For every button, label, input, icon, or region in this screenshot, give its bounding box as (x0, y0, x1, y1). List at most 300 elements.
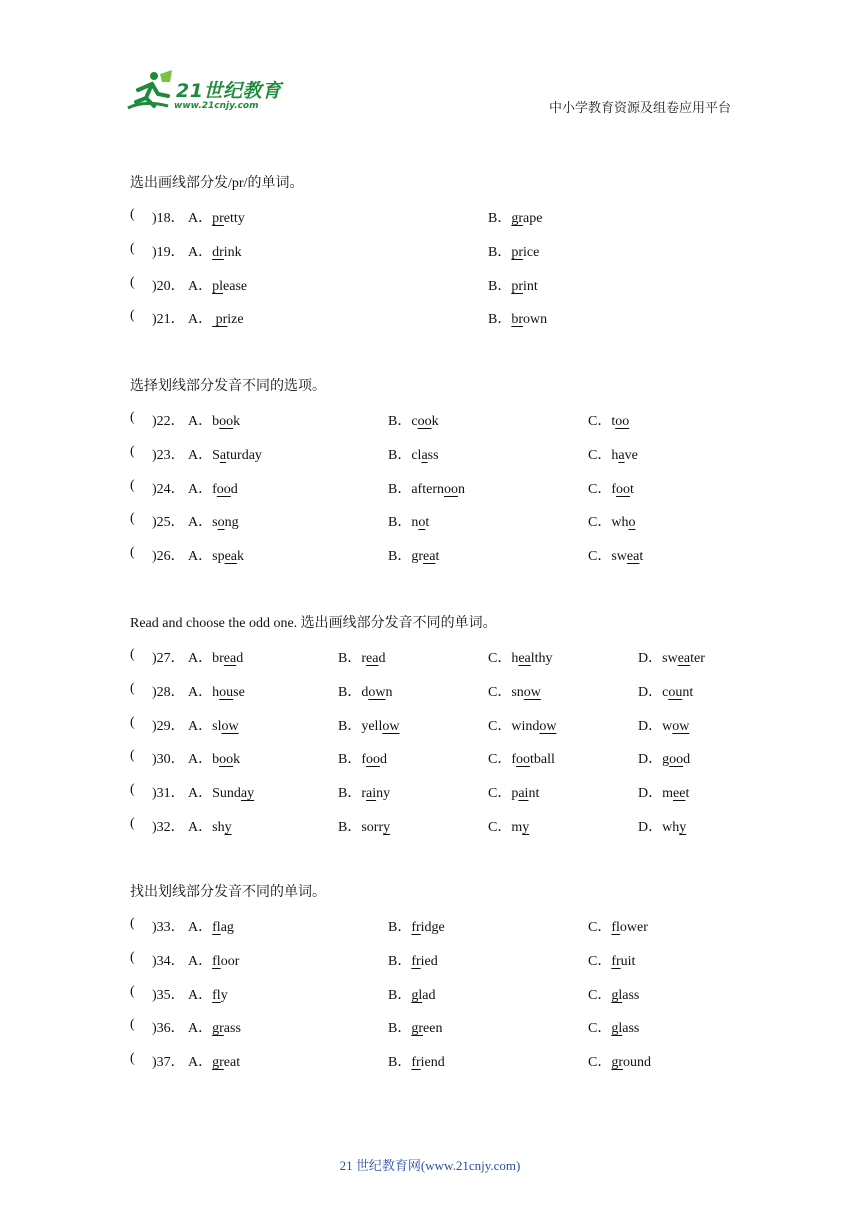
word-underlined-part: ea (518, 651, 531, 666)
word-prefix: c (411, 414, 418, 429)
word-underlined-part: pr (212, 312, 228, 328)
option-label: B． (338, 718, 362, 734)
answer-option (188, 545, 244, 565)
option-label: A． (188, 987, 213, 1003)
word-suffix: ny (376, 786, 391, 802)
answer-option (188, 1051, 240, 1071)
option-label: C． (488, 684, 512, 700)
section-title: 选择划线部分发音不同的选项。 (130, 379, 326, 394)
word-suffix: t (639, 549, 644, 565)
word-prefix: r (361, 651, 367, 666)
option-label: C． (488, 786, 512, 802)
option-label: C． (488, 820, 512, 835)
answer-blank[interactable]: ( (130, 680, 135, 696)
answer-option (338, 782, 390, 802)
option-label: C． (588, 549, 612, 565)
answer-option (638, 816, 686, 836)
word-underlined-part: ea (366, 651, 379, 666)
answer-option (188, 241, 242, 261)
option-label: B． (338, 752, 362, 768)
word-suffix: ass (622, 1021, 640, 1037)
question-row (130, 681, 750, 701)
word-prefix: t (611, 414, 616, 429)
word-underlined-part: ea (626, 549, 640, 565)
word-underlined-part: ow (368, 684, 386, 700)
answer-option (588, 545, 643, 565)
word-underlined-part: fl (212, 953, 221, 969)
word-underlined-part: ai (366, 786, 377, 802)
word-underlined-part: gr (511, 211, 524, 226)
option-label: A． (188, 244, 213, 260)
option-label: B． (488, 278, 512, 294)
word-underlined-part: oo (516, 752, 531, 768)
question-row (130, 410, 750, 430)
word-prefix: f (511, 752, 517, 768)
word-prefix: S (212, 447, 220, 463)
question-number: )22． (152, 414, 185, 429)
word-underlined-part: oo (366, 752, 381, 768)
word-underlined-part: o (217, 515, 225, 531)
question-row (130, 1017, 750, 1037)
word-underlined-part: pl (212, 278, 224, 294)
option-label: B． (388, 515, 412, 531)
word-suffix: ter (690, 651, 705, 666)
word-suffix: t (685, 786, 690, 802)
answer-blank[interactable]: ( (130, 207, 135, 222)
word-suffix: eat (223, 1055, 241, 1071)
option-label: A． (188, 447, 213, 463)
question-number: )23． (152, 447, 185, 463)
answer-option (188, 207, 245, 227)
word-prefix: c (662, 684, 669, 700)
word-underlined-part: oo (219, 752, 234, 768)
word-suffix: een (423, 1021, 443, 1037)
word-underlined-part: pr (212, 211, 224, 226)
answer-option (588, 916, 648, 936)
question-number: )33． (152, 920, 185, 935)
option-label: A． (188, 786, 213, 802)
question-row (130, 308, 750, 328)
word-underlined-part: ou (219, 684, 234, 700)
word-suffix: k (233, 752, 241, 768)
word-suffix: ower (619, 920, 648, 935)
option-label: C． (588, 1055, 612, 1071)
word-suffix: ag (220, 920, 234, 935)
word-suffix: ass (223, 1021, 241, 1037)
question-number: )24． (152, 481, 185, 497)
question-number: )32． (152, 820, 185, 835)
word-underlined-part: oo (669, 752, 684, 768)
answer-option (388, 950, 438, 970)
page-header (0, 0, 860, 140)
logo-url: www.21cnjy.com (174, 101, 259, 111)
word-underlined-part: pr (511, 278, 524, 294)
answer-blank[interactable]: ( (130, 240, 135, 256)
answer-option (388, 984, 435, 1004)
option-label: C． (588, 953, 612, 969)
question-row (130, 816, 750, 836)
option-label: A． (188, 211, 213, 226)
word-suffix: t (435, 549, 440, 565)
word-suffix: oor (220, 953, 240, 969)
word-underlined-part: ea (224, 549, 238, 565)
header-tagline: 中小学教育资源及组卷应用平台 (549, 100, 732, 115)
word-underlined-part: a (421, 447, 428, 463)
answer-option (188, 782, 254, 802)
answer-blank[interactable]: ( (130, 443, 135, 459)
word-underlined-part: ea (677, 651, 691, 666)
option-label: C． (588, 515, 612, 531)
answer-option (488, 681, 541, 701)
word-suffix: ink (223, 244, 242, 260)
question-number: )29． (152, 718, 185, 734)
answer-blank[interactable]: ( (130, 274, 135, 290)
answer-blank[interactable]: ( (130, 308, 135, 324)
word-underlined-part: fr (411, 1055, 421, 1071)
question-number: )31． (152, 786, 185, 802)
option-label: C． (588, 920, 612, 935)
word-underlined-part: oo (615, 414, 630, 429)
answer-option (188, 444, 262, 464)
answer-option (188, 916, 234, 936)
word-suffix: ss (427, 447, 439, 463)
word-prefix: f (361, 752, 367, 768)
answer-blank[interactable]: ( (130, 782, 135, 798)
word-underlined-part: y (679, 820, 687, 835)
section-title: 选出画线部分发/pr/的单词。 (130, 176, 304, 191)
word-underlined-part: gr (611, 1055, 624, 1071)
answer-option (188, 647, 243, 667)
word-prefix: f (611, 481, 617, 497)
word-prefix: sl (212, 718, 222, 734)
word-suffix: k (233, 414, 241, 429)
question-row (130, 950, 750, 970)
word-suffix: d (236, 651, 244, 666)
answer-option (388, 1017, 442, 1037)
question-number: )27． (152, 651, 185, 666)
word-prefix: br (212, 651, 224, 666)
word-prefix: yell (361, 718, 383, 734)
option-label: A． (188, 684, 213, 700)
word-underlined-part: ow (221, 718, 239, 734)
word-underlined-part: fl (611, 920, 620, 935)
option-label: A． (188, 549, 213, 565)
word-prefix: sw (662, 651, 678, 666)
answer-option (388, 545, 439, 565)
question-row (130, 916, 750, 936)
word-underlined-part: y (224, 820, 232, 835)
answer-blank[interactable]: ( (130, 748, 135, 764)
section-title: 找出划线部分发音不同的单词。 (130, 885, 326, 900)
word-underlined-part: ow (672, 718, 690, 734)
answer-blank[interactable]: ( (130, 545, 135, 561)
answer-option (488, 715, 556, 735)
answer-option (388, 1051, 445, 1071)
answer-option (638, 782, 689, 802)
question-number: )21． (152, 312, 185, 328)
answer-option (188, 681, 245, 701)
word-underlined-part: oo (216, 481, 231, 497)
word-prefix: sh (212, 820, 225, 835)
option-label: B． (338, 820, 362, 835)
option-label: B． (338, 651, 362, 666)
word-suffix: k (237, 549, 245, 565)
option-label: C． (488, 651, 512, 666)
logo-text: 21世纪教育 (176, 80, 282, 102)
option-label: A． (188, 651, 213, 666)
answer-option (188, 984, 228, 1004)
question-number: )36． (152, 1021, 185, 1037)
word-suffix: tball (530, 752, 555, 768)
option-label: B． (388, 549, 412, 565)
option-label: A． (188, 920, 213, 935)
word-underlined-part: o (418, 515, 426, 531)
word-underlined-part: oo (219, 414, 234, 429)
word-underlined-part: y (383, 820, 391, 835)
question-number: )26． (152, 549, 185, 565)
answer-blank[interactable]: ( (130, 511, 135, 527)
option-label: A． (188, 414, 213, 429)
word-underlined-part: gl (411, 987, 423, 1003)
word-underlined-part: ow (382, 718, 400, 734)
word-suffix: n (385, 684, 393, 700)
word-prefix: cl (411, 447, 422, 463)
question-number: )20． (152, 278, 185, 294)
question-row (130, 275, 750, 295)
word-suffix: lthy (530, 651, 553, 666)
word-underlined-part: gr (212, 1021, 224, 1037)
answer-option (338, 748, 387, 768)
word-underlined-part: o (628, 515, 636, 531)
word-underlined-part: ai (518, 786, 529, 802)
word-prefix: sp (212, 549, 225, 565)
word-underlined-part: gl (611, 1021, 623, 1037)
answer-option (638, 715, 689, 735)
answer-option (188, 410, 240, 430)
option-label: C． (488, 752, 512, 768)
word-underlined-part: oo (417, 414, 432, 429)
answer-option (488, 207, 542, 227)
word-prefix: h (212, 684, 220, 700)
word-prefix: f (212, 481, 217, 497)
question-number: )30． (152, 752, 185, 768)
word-prefix: sorr (361, 820, 384, 835)
word-underlined-part: dr (212, 244, 224, 260)
word-prefix: b (212, 752, 220, 768)
word-underlined-part: ow (539, 718, 557, 734)
option-label: B． (488, 211, 512, 226)
question-number: )34． (152, 953, 185, 969)
word-suffix: t (630, 481, 634, 497)
runner-logo-icon (124, 70, 176, 118)
option-label: C． (588, 447, 612, 463)
answer-option (588, 1017, 639, 1037)
question-row (130, 782, 750, 802)
answer-option (638, 681, 693, 701)
answer-option (188, 816, 232, 836)
word-suffix: y (220, 987, 228, 1003)
word-underlined-part: gr (411, 1021, 424, 1037)
answer-option (488, 275, 538, 295)
word-prefix: wh (611, 515, 629, 531)
option-label: C． (588, 987, 612, 1003)
answer-option (188, 275, 247, 295)
answer-option (388, 410, 439, 430)
word-prefix: n (411, 515, 419, 531)
answer-option (488, 308, 547, 328)
option-label: A． (188, 1021, 213, 1037)
answer-option (188, 715, 239, 735)
option-label: A． (188, 278, 213, 294)
answer-option (188, 308, 244, 328)
word-suffix: ease (223, 278, 248, 294)
answer-option (488, 647, 553, 667)
word-suffix: ound (623, 1055, 652, 1071)
word-underlined-part: ay (240, 786, 255, 802)
word-underlined-part: ee (673, 786, 686, 802)
answer-option (488, 748, 555, 768)
answer-option (588, 511, 635, 531)
option-label: A． (188, 312, 213, 328)
answer-option (638, 748, 690, 768)
answer-blank[interactable]: ( (130, 983, 135, 999)
word-prefix: h (511, 651, 519, 666)
word-underlined-part: br (511, 312, 524, 328)
answer-blank[interactable]: ( (130, 1051, 135, 1067)
section-title: Read and choose the odd one. 选出画线部分发音不同的单词。 (130, 616, 497, 631)
option-label: B． (388, 481, 412, 497)
word-suffix: ice (523, 244, 540, 260)
option-label: A． (188, 481, 213, 497)
word-underlined-part: gr (212, 1055, 224, 1071)
answer-option (188, 1017, 241, 1037)
question-number: )28． (152, 684, 185, 700)
answer-blank[interactable]: ( (130, 714, 135, 730)
word-prefix: s (212, 515, 218, 531)
answer-blank[interactable]: ( (130, 647, 135, 662)
option-label: B． (388, 414, 412, 429)
question-row (130, 647, 750, 667)
word-suffix: d (378, 651, 386, 666)
option-label: B． (388, 920, 412, 935)
answer-option (488, 782, 539, 802)
question-row (130, 984, 750, 1004)
answer-option (588, 478, 634, 498)
word-suffix: n (458, 481, 465, 497)
answer-option (488, 816, 529, 836)
word-suffix: ied (420, 953, 438, 969)
word-suffix: own (523, 312, 548, 328)
answer-option (188, 950, 239, 970)
word-suffix: d (230, 481, 238, 497)
question-row (130, 1051, 750, 1071)
question-row (130, 511, 750, 531)
option-label: A． (188, 752, 213, 768)
answer-blank[interactable]: ( (130, 916, 135, 931)
word-suffix: ize (227, 312, 244, 328)
word-underlined-part: fr (611, 953, 621, 969)
word-underlined-part: oo (444, 481, 458, 497)
word-suffix: idge (420, 920, 445, 935)
question-number: )18． (152, 211, 185, 226)
word-underlined-part: y (522, 820, 530, 835)
word-suffix: uit (620, 953, 636, 969)
word-prefix: Sund (212, 786, 241, 802)
word-suffix: ve (624, 447, 638, 463)
word-prefix: sn (511, 684, 524, 700)
word-suffix: d (683, 752, 691, 768)
answer-option (388, 478, 465, 498)
word-suffix: ng (224, 515, 239, 531)
word-underlined-part: ou (668, 684, 683, 700)
logo (124, 70, 294, 118)
option-label: B． (338, 684, 362, 700)
word-suffix: ass (622, 987, 640, 1003)
question-row (130, 715, 750, 735)
word-underlined-part: gl (611, 987, 623, 1003)
option-label: B． (338, 786, 362, 802)
answer-blank[interactable]: ( (130, 1017, 135, 1033)
option-label: A． (188, 953, 213, 969)
option-label: B． (488, 312, 512, 328)
answer-option (388, 916, 445, 936)
word-underlined-part: a (618, 447, 625, 463)
answer-option (338, 816, 390, 836)
answer-blank[interactable]: ( (130, 949, 135, 965)
answer-option (588, 444, 638, 464)
word-prefix: m (662, 786, 674, 802)
word-suffix: ad (422, 987, 436, 1003)
option-label: A． (188, 820, 213, 835)
option-label: C． (488, 718, 512, 734)
word-prefix: r (361, 786, 367, 802)
option-label: D． (638, 752, 663, 768)
answer-blank[interactable]: ( (130, 477, 135, 493)
word-prefix: aftern (411, 481, 444, 497)
option-label: A． (188, 1055, 213, 1071)
word-suffix: nt (528, 786, 540, 802)
word-suffix: int (523, 278, 538, 294)
word-suffix: turday (226, 447, 262, 463)
word-prefix: w (662, 718, 673, 734)
answer-option (188, 511, 239, 531)
word-prefix: wh (662, 820, 680, 835)
word-prefix: sw (611, 549, 627, 565)
word-underlined-part: fr (411, 953, 421, 969)
option-label: C． (588, 1021, 612, 1037)
answer-blank[interactable]: ( (130, 816, 135, 831)
option-label: D． (638, 786, 663, 802)
option-label: C． (588, 414, 612, 429)
option-label: D． (638, 684, 663, 700)
option-label: C． (588, 481, 612, 497)
option-label: B． (388, 987, 412, 1003)
answer-option (338, 681, 392, 701)
question-row (130, 241, 750, 261)
word-prefix: wind (511, 718, 540, 734)
answer-option (388, 444, 439, 464)
answer-option (588, 950, 635, 970)
word-suffix: ape (523, 211, 543, 226)
option-label: B． (488, 244, 512, 260)
word-suffix: nt (682, 684, 694, 700)
option-label: D． (638, 718, 663, 734)
answer-blank[interactable]: ( (130, 410, 135, 425)
answer-option (588, 1051, 651, 1071)
answer-option (588, 410, 629, 430)
question-number: )25． (152, 515, 185, 531)
word-prefix: b (212, 414, 220, 429)
